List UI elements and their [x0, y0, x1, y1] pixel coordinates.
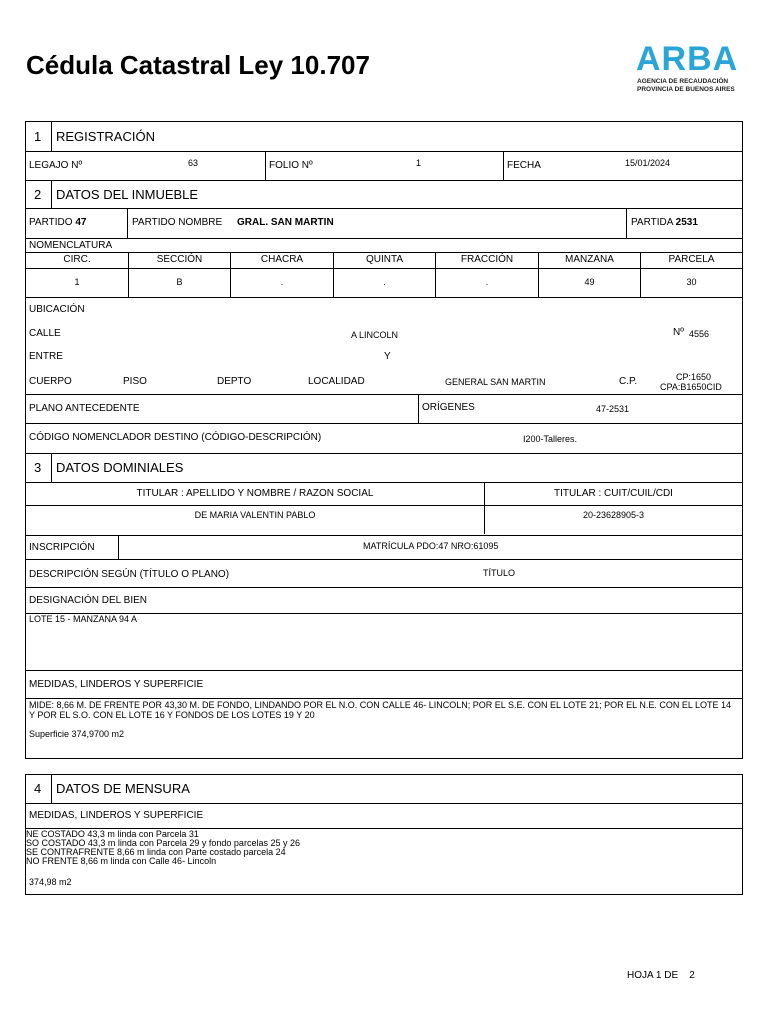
cp-label: C.P. — [619, 376, 638, 387]
nom-header: QUINTA — [365, 254, 404, 265]
section-number: 1 — [34, 129, 42, 144]
mensura-box — [26, 828, 742, 895]
medidas-line: MIDE: 8,66 M. DE FRENTE POR 43,30 M. DE FONDO, LINDANDO POR EL N.O. CON CALLE 46- LINCOLN; POR EL S.E. CON EL LOTE 21; POR EL N.E. CON EL LOTE 14 — [29, 700, 732, 710]
nom-header: CHACRA — [260, 254, 304, 265]
designacion-row — [26, 587, 742, 613]
nom-value: . — [383, 277, 386, 287]
mensura-medidas-label: MEDIDAS, LINDEROS Y SUPERFICIE — [29, 810, 204, 821]
medidas-label: MEDIDAS, LINDEROS Y SUPERFICIE — [29, 679, 204, 690]
mensura-line: SE CONTRAFRENTE 8,66 m linda con Parte costado parcela 24 — [26, 847, 286, 857]
medidas-row — [26, 670, 742, 698]
partido-nombre-value: GRAL. SAN MARTIN — [237, 217, 334, 228]
nom-header: MANZANA — [565, 254, 614, 265]
cp-value: CP:1650 — [676, 372, 712, 382]
nom-header: FRACCIÓN — [460, 254, 514, 265]
section-title: REGISTRACIÓN — [56, 129, 155, 144]
titular-value: DE MARIA VALENTIN PABLO — [194, 510, 316, 520]
nomenclatura-label: NOMENCLATURA — [29, 240, 113, 251]
nom-value: B — [176, 277, 183, 287]
folio-value: 1 — [416, 158, 422, 168]
section-number: 3 — [34, 460, 42, 475]
partido-label: PARTIDO — [29, 217, 73, 228]
legajo-value: 63 — [188, 158, 199, 168]
mensura-line: SO COSTADO 43,3 m linda con Parcela 29 y fondo parcelas 25 y 26 — [26, 838, 300, 848]
depto-label: DEPTO — [217, 376, 252, 387]
cuerpo-label: CUERPO — [29, 376, 72, 387]
main-form — [25, 121, 743, 759]
calle-label: CALLE — [29, 328, 61, 339]
cpa-value: CPA:B1650CID — [660, 382, 722, 392]
mensura-line: NE COSTADO 43,3 m linda con Parcela 31 — [26, 829, 199, 839]
section-3-heading — [26, 453, 742, 482]
mensura-line: NO FRENTE 8,66 m linda con Calle 46- Lincoln — [26, 856, 217, 866]
designacion-box — [26, 613, 742, 670]
localidad-value: GENERAL SAN MARTIN — [445, 377, 546, 387]
plano-label: PLANO ANTECEDENTE — [29, 403, 140, 414]
logo-word: ARBA — [636, 40, 739, 78]
codigo-row — [26, 423, 742, 453]
nom-header: SECCIÓN — [156, 254, 203, 265]
mensura-form — [25, 774, 743, 895]
nom-value: 30 — [686, 277, 697, 287]
titular-label: TITULAR : APELLIDO Y NOMBRE / RAZON SOCIAL — [136, 488, 374, 499]
registracion-row — [26, 151, 742, 180]
partido-nombre-label: PARTIDO NOMBRE — [132, 217, 223, 228]
page-title: Cédula Catastral Ley 10.707 — [26, 50, 370, 80]
y-label: Y — [384, 351, 391, 362]
nom-header: CIRC. — [63, 254, 91, 265]
plano-row — [26, 394, 742, 423]
entre-label: ENTRE — [29, 351, 63, 362]
inscripcion-label: INSCRIPCIÓN — [29, 542, 95, 553]
cuit-value: 20-23628905-3 — [582, 510, 645, 520]
localidad-label: LOCALIDAD — [308, 376, 365, 387]
inscripcion-value: MATRÍCULA PDO:47 NRO:61095 — [363, 541, 499, 551]
nom-value: 49 — [584, 277, 595, 287]
nro-label: Nº — [673, 327, 684, 338]
nom-value: 1 — [74, 277, 80, 287]
section-2-heading — [26, 180, 742, 208]
section-1-heading — [26, 122, 742, 151]
section-4-heading — [26, 775, 742, 803]
logo-line-1: AGENCIA DE RECAUDACIÓN — [637, 78, 729, 85]
partido-row — [26, 208, 742, 238]
fecha-value: 15/01/2024 — [625, 158, 671, 168]
nomenclatura-row — [26, 238, 742, 252]
nro-value: 4556 — [689, 329, 710, 339]
section-title: DATOS DE MENSURA — [56, 781, 190, 796]
section-number: 2 — [34, 187, 42, 202]
fecha-label: FECHA — [507, 160, 541, 171]
codigo-value: I200-Talleres. — [523, 434, 578, 444]
section-number: 4 — [34, 781, 42, 796]
cuit-label: TITULAR : CUIT/CUIL/CDI — [554, 488, 673, 499]
nom-header: PARCELA — [668, 254, 715, 265]
legajo-label: LEGAJO Nº — [29, 160, 83, 171]
medidas-box — [26, 698, 742, 759]
ubicacion-label: UBICACIÓN — [29, 304, 85, 315]
page-counter: HOJA 1 DE 2 — [627, 970, 695, 981]
partida-label: PARTIDA — [631, 217, 673, 228]
origenes-value: 47-2531 — [596, 404, 630, 414]
ubicacion-block — [26, 297, 742, 394]
logo-line-2: PROVINCIA DE BUENOS AIRES — [637, 86, 735, 93]
descripcion-label: DESCRIPCIÓN SEGÚN (TÍTULO O PLANO) — [29, 569, 230, 580]
section-title: DATOS DEL INMUEBLE — [56, 187, 199, 202]
partida-value: 2531 — [675, 217, 698, 228]
piso-label: PISO — [123, 376, 147, 387]
section-title: DATOS DOMINIALES — [56, 460, 184, 475]
nom-value: . — [280, 277, 284, 287]
mensura-superficie: 374,98 m2 — [29, 877, 72, 887]
superficie-value: Superficie 374,9700 m2 — [29, 729, 125, 739]
origenes-label: ORÍGENES — [422, 402, 475, 413]
descripcion-row — [26, 559, 742, 587]
partido-value: 47 — [75, 217, 87, 228]
nomenclatura-headers — [26, 252, 742, 268]
mensura-medidas-row — [26, 803, 742, 828]
folio-label: FOLIO Nº — [269, 160, 313, 171]
designacion-label: DESIGNACIÓN DEL BIEN — [29, 595, 147, 606]
designacion-value: LOTE 15 - MANZANA 94 A — [29, 614, 138, 624]
codigo-label: CÓDIGO NOMENCLADOR DESTINO (CÓDIGO-DESCRIPCIÓN) — [29, 432, 322, 443]
medidas-line: Y POR EL S.O. CON EL LOTE 16 Y FONDOS DE LOS LOTES 19 Y 20 — [29, 710, 315, 720]
descripcion-value: TÍTULO — [483, 568, 516, 578]
calle-value: A LINCOLN — [351, 330, 399, 340]
nomenclatura-values — [26, 268, 742, 297]
arba-logo — [636, 42, 746, 98]
titular-header-row — [26, 482, 742, 505]
inscripcion-row — [26, 535, 742, 559]
titular-value-row — [26, 505, 742, 534]
nom-value: . — [485, 277, 489, 287]
